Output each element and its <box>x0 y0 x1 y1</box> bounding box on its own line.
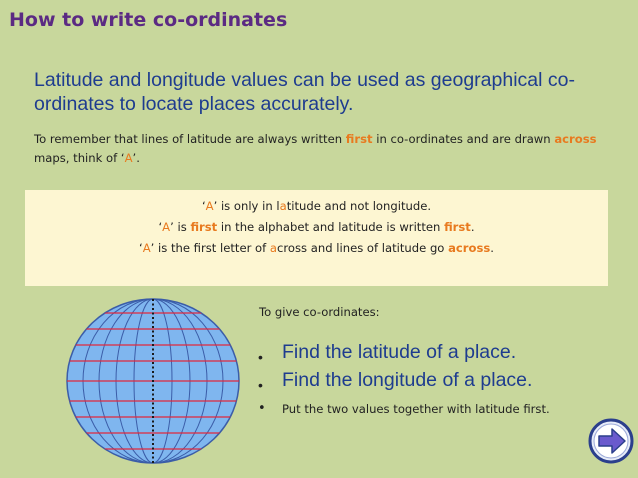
mnemonic-line-3: ‘A’ is the first letter of across and lines of latitude go across. <box>139 241 494 255</box>
steps-list <box>256 338 586 419</box>
globe-icon <box>65 298 241 464</box>
list-item: • Find the latitude of a place. <box>258 341 517 365</box>
list-item: • Put the two values together with latitude first. <box>258 401 550 416</box>
mnemonic-line-2: ‘A’ is first in the alphabet and latitude is written first. <box>158 220 475 234</box>
next-arrow-icon[interactable] <box>588 418 634 464</box>
intro-text: Latitude and longitude values can be used as geographical co-ordinates to locate places accurately. <box>34 69 575 115</box>
highlight-a: A <box>124 151 133 165</box>
mnemonic-box <box>25 190 608 286</box>
list-item: • Find the longitude of a place. <box>258 369 533 393</box>
highlight-first: first <box>345 132 373 146</box>
steps-heading: To give co-ordinates: <box>259 305 380 319</box>
mnemonic-line-1: ‘A’ is only in latitude and not longitude. <box>201 199 432 213</box>
memory-tip-text: To remember that lines of latitude are always written first in co-ordinates and are drawn across maps, think of ‘A’. <box>34 132 597 165</box>
highlight-across: across <box>554 132 597 146</box>
slide-title: How to write co-ordinates <box>9 9 288 31</box>
